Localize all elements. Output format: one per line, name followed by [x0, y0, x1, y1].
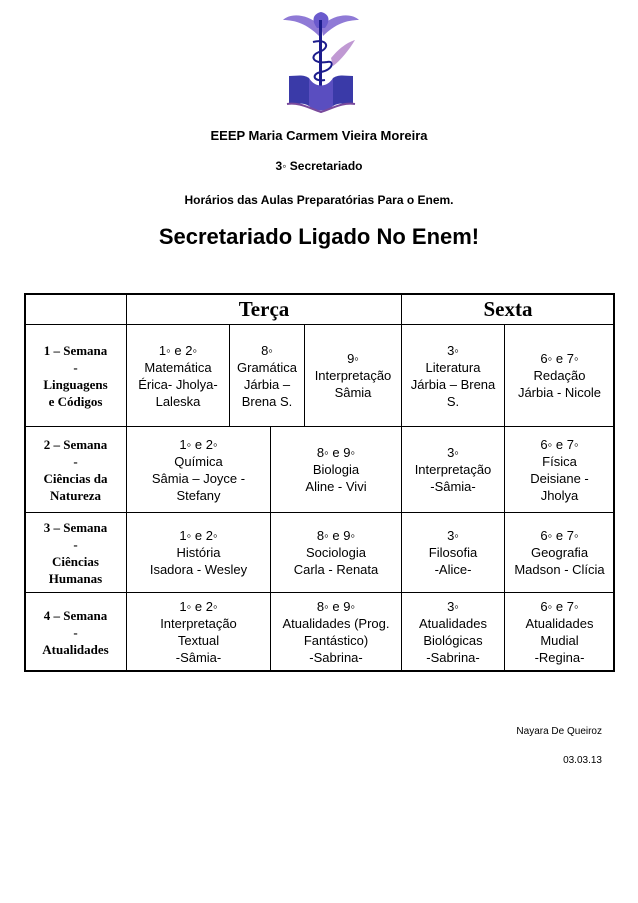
cell-line: Jholya — [540, 487, 579, 503]
schedule-table — [24, 293, 614, 671]
class-cell — [401, 324, 505, 427]
cell-line: -Sabrina- — [309, 650, 363, 665]
cell-line: Mudial — [540, 633, 579, 648]
cell-line: Natureza — [49, 487, 102, 503]
cell-line: Fantástico) — [303, 633, 369, 648]
cell-line: 1◦ e 2◦ — [179, 599, 218, 614]
class-cell — [270, 426, 402, 513]
day-header-tuesday: Terça — [126, 293, 402, 325]
cell-line: Sociologia — [306, 545, 366, 560]
cell-line: Atualidades — [419, 616, 487, 631]
cell-line: Linguagens — [43, 376, 108, 392]
class-cell — [270, 592, 402, 672]
cell-line: 8◦ e 9◦ — [316, 599, 356, 614]
cell-line: Brena S. — [241, 393, 293, 409]
cell-line: Stefany — [176, 487, 221, 503]
class-cell — [229, 324, 305, 427]
cell-line: 1◦ e 2◦ — [158, 342, 198, 358]
cell-line: -Regina- — [534, 650, 585, 665]
cell-line: 8◦ — [261, 342, 273, 358]
project-title: Secretariado Ligado No Enem! — [158, 224, 480, 249]
cell-line: -Sâmia- — [175, 650, 222, 665]
cell-line: Atualidades — [42, 641, 109, 657]
class-cell — [401, 512, 505, 593]
cell-line: Biológicas — [423, 633, 483, 648]
cell-line: Textual — [177, 633, 220, 648]
cell-line: Física — [542, 453, 577, 469]
week-label — [24, 324, 127, 427]
week-label — [24, 426, 127, 513]
class-cell — [270, 512, 402, 593]
cell-line: 9◦ — [347, 351, 359, 366]
cell-line: Isadora - Wesley — [149, 562, 248, 577]
cell-line: Érica- Jholya- — [138, 376, 218, 392]
class-cell — [504, 512, 615, 593]
cell-line: 3◦ — [447, 528, 459, 543]
corner-cell — [24, 293, 127, 325]
cell-line: 6◦ e 7◦ — [540, 351, 579, 366]
cell-line: 3◦ — [447, 342, 459, 358]
class-cell — [304, 324, 402, 427]
cell-line: Ciências da — [43, 470, 108, 486]
cell-line: Interpretação — [314, 368, 392, 383]
class-name: 3◦ Secretariado — [275, 159, 363, 173]
school-name: EEEP Maria Carmem Vieira Moreira — [210, 128, 428, 143]
week-label — [24, 512, 127, 593]
class-cell — [504, 592, 615, 672]
cell-line: 4 – Semana — [43, 607, 108, 623]
cell-line: Matemática — [144, 359, 212, 375]
cell-line: -Sabrina- — [426, 650, 480, 665]
cell-line: Humanas — [48, 570, 103, 586]
cell-line: 8◦ e 9◦ — [316, 528, 356, 543]
cell-line: - — [73, 624, 78, 640]
cell-line: Filosofia — [428, 545, 478, 560]
class-cell — [126, 512, 271, 593]
cell-line: 1◦ e 2◦ — [179, 528, 218, 543]
cell-line: - — [73, 359, 78, 375]
class-cell — [401, 592, 505, 672]
cell-line: Sâmia — [334, 385, 372, 400]
cell-line: Biologia — [312, 462, 360, 477]
cell-line: História — [176, 545, 221, 560]
date: 03.03.13 — [563, 755, 602, 766]
class-cell — [504, 324, 615, 427]
class-cell — [504, 426, 615, 513]
week-label — [24, 592, 127, 672]
cell-line: 1◦ e 2◦ — [179, 436, 218, 452]
cell-line: Atualidades — [525, 616, 594, 631]
cell-line: 3◦ — [447, 445, 459, 460]
cell-line: - — [73, 453, 78, 469]
cell-line: 3◦ — [447, 599, 459, 614]
cell-line: Química — [174, 453, 223, 469]
cell-line: Gramática — [237, 359, 297, 375]
cell-line: Járbia – — [243, 376, 291, 392]
cell-line: 8◦ e 9◦ — [316, 445, 356, 460]
class-cell — [126, 592, 271, 672]
cell-line: Ciências — [52, 553, 99, 569]
cell-line: e Códigos — [48, 393, 103, 409]
cell-line: Laleska — [155, 393, 201, 409]
cell-line: S. — [446, 393, 460, 409]
cell-line: -Alice- — [434, 562, 472, 577]
schedule-title: Horários das Aulas Preparatórias Para o Enem. — [184, 193, 454, 207]
day-header-friday: Sexta — [401, 293, 615, 325]
cell-line: Deisiane - — [530, 470, 589, 486]
class-cell — [401, 426, 505, 513]
cell-line: Carla - Renata — [293, 562, 379, 577]
class-cell — [126, 324, 230, 427]
cell-line: Járbia – Brena — [410, 376, 496, 392]
cell-line: Atualidades (Prog. — [282, 616, 390, 631]
cell-line: 3 – Semana — [43, 519, 108, 535]
cell-line: Aline - Vivi — [305, 479, 367, 494]
cell-line: Interpretação — [414, 462, 492, 477]
cell-line: Interpretação — [160, 616, 237, 631]
cell-line: Geografia — [530, 545, 589, 560]
author-name: Nayara De Queiroz — [516, 726, 602, 737]
cell-line: Madson - Clícia — [514, 562, 605, 577]
cell-line: 6◦ e 7◦ — [540, 599, 579, 614]
class-cell — [126, 426, 271, 513]
cell-line: Redação — [533, 368, 586, 383]
cell-line: 6◦ e 7◦ — [540, 436, 579, 452]
cell-line: - — [73, 536, 78, 552]
cell-line: Sâmia – Joyce - — [151, 470, 246, 486]
cell-line: Literatura — [425, 359, 481, 375]
cell-line: Járbia - Nicole — [517, 385, 602, 400]
school-logo — [283, 6, 359, 114]
cell-line: 1 – Semana — [43, 342, 108, 358]
cell-line: -Sâmia- — [430, 479, 476, 494]
cell-line: 6◦ e 7◦ — [540, 528, 579, 543]
cell-line: 2 – Semana — [43, 436, 108, 452]
